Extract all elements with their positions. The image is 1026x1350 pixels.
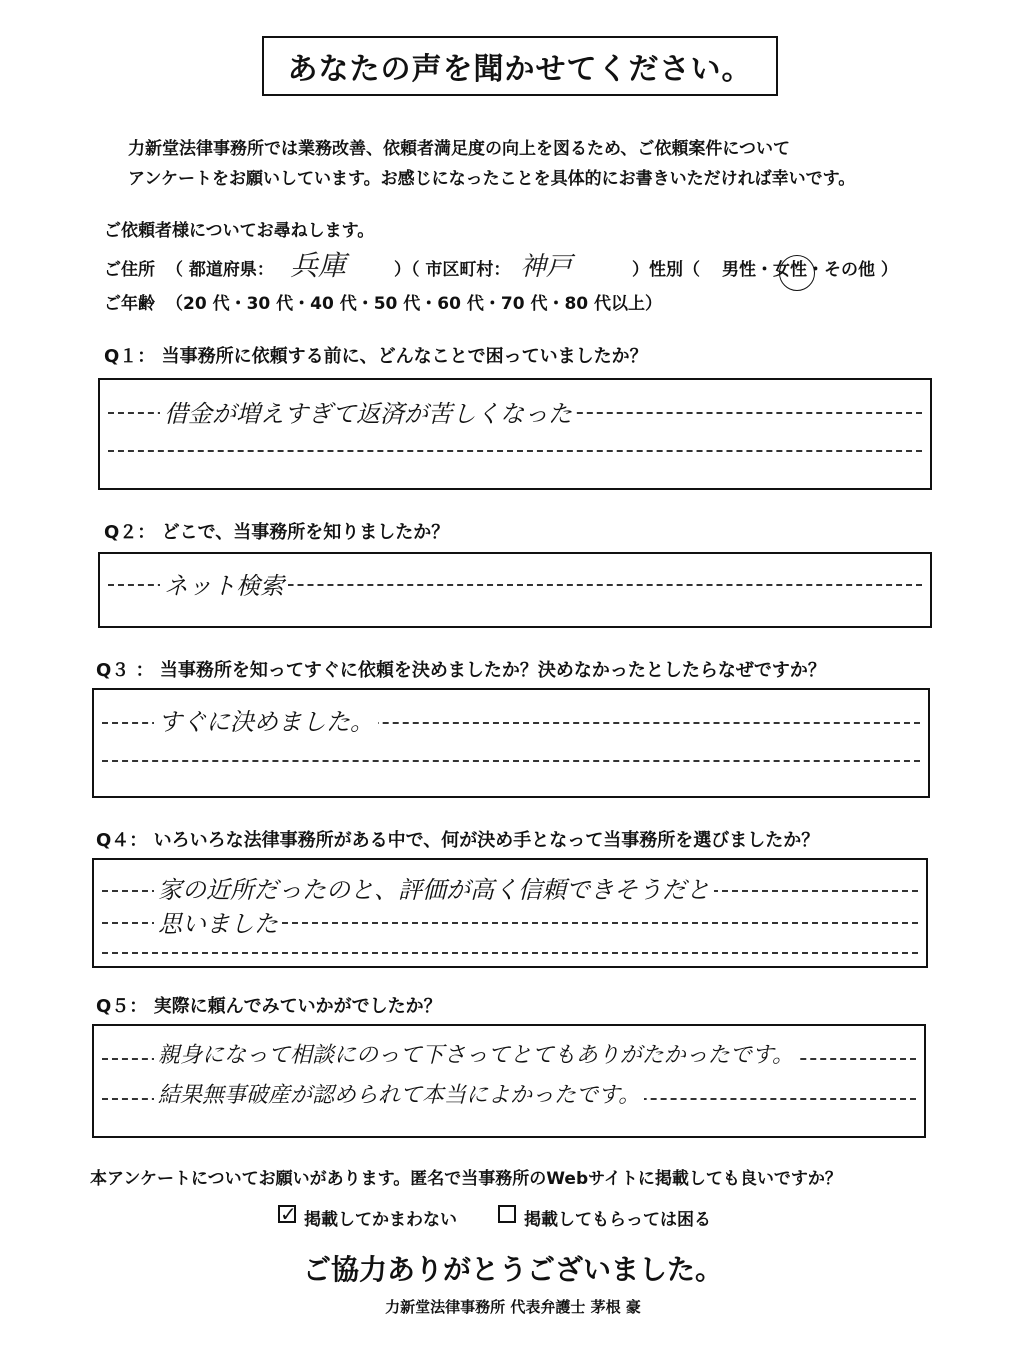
city-label: ）（ 市区町村：	[394, 260, 511, 280]
prefecture-label: （ 都道府県：	[166, 260, 274, 280]
gender-options: 男性・女性・その他 ）	[722, 260, 898, 280]
q1-label: Q１： 当事務所に依頼する前に、どんなことで困っていましたか？	[104, 346, 648, 367]
q2-answer-box[interactable]	[98, 552, 932, 628]
consent-question: 本アンケートについてお願いがあります。匿名で当事務所のWebサイトに掲載しても良いですか？	[90, 1169, 842, 1189]
q3-line-2	[102, 760, 920, 762]
prefecture-value[interactable]: 兵庫	[290, 249, 347, 282]
page-title: あなたの声を聞かせてください。	[262, 36, 778, 96]
q2-label: Q２： どこで、当事務所を知りましたか？	[104, 522, 450, 543]
q3-answer-box[interactable]	[92, 688, 930, 798]
q1-answer-text-1: 借金が増えすぎて返済が苦しくなった	[160, 394, 576, 429]
q3-answer-text-1: すぐに決めました。	[154, 702, 378, 737]
address-label: ご住所	[104, 260, 155, 280]
consent-no-label: 掲載してもらっては困る	[524, 1210, 711, 1230]
thanks-message: ご協力ありがとうございました。	[302, 1253, 723, 1286]
q5-answer-box[interactable]	[92, 1024, 926, 1138]
consent-no-checkbox[interactable]	[498, 1205, 516, 1223]
q1-answer-box[interactable]	[98, 378, 932, 490]
age-options: （20 代・30 代・40 代・50 代・60 代・70 代・80 代以上）	[166, 294, 663, 314]
client-heading: ご依頼者様についてお尋ねします。	[104, 221, 375, 241]
q4-line-3	[102, 952, 918, 954]
intro-text	[128, 134, 855, 194]
age-label: ご年齢	[104, 294, 155, 314]
q4-answer-box[interactable]	[92, 858, 928, 968]
consent-yes-checkbox[interactable]: ✓	[280, 1202, 297, 1226]
footer-signature: 力新堂法律事務所 代表弁護士 茅根 豪	[385, 1298, 641, 1316]
intro-line-1: 力新堂法律事務所では業務改善、依頼者満足度の向上を図るため、ご依頼案件について	[128, 139, 790, 159]
q1-line-2	[108, 450, 922, 452]
q3-label: Q３ ： 当事務所を知ってすぐに依頼を決めましたか？決めなかったとしたらなぜですか？	[96, 660, 826, 681]
intro-line-2: アンケートをお願いしています。お感じになったことを具体的にお書きいただければ幸いです。	[128, 169, 856, 189]
q4-answer-text-1: 家の近所だったのと、評価が高く信頼できそうだと	[154, 870, 714, 905]
q2-answer-text-1: ネット検索	[160, 566, 288, 601]
q4-label: Q４： いろいろな法律事務所がある中で、何が決め手となって当事務所を選びましたか？	[96, 830, 820, 851]
q5-answer-text-2: 結果無事破産が認められて本当によかったです。	[154, 1078, 644, 1109]
gender-label: ）性別（	[632, 260, 700, 280]
gender-selection-circle[interactable]	[779, 255, 815, 291]
city-value[interactable]: 神戸	[520, 252, 573, 282]
q5-label: Q５： 実際に頼んでみていかがでしたか？	[96, 996, 442, 1017]
q5-answer-text-1: 親身になって相談にのって下さってとてもありがたかったです。	[154, 1038, 798, 1069]
consent-yes-label: 掲載してかまわない	[304, 1210, 457, 1230]
q4-answer-text-2: 思いました	[154, 904, 282, 939]
